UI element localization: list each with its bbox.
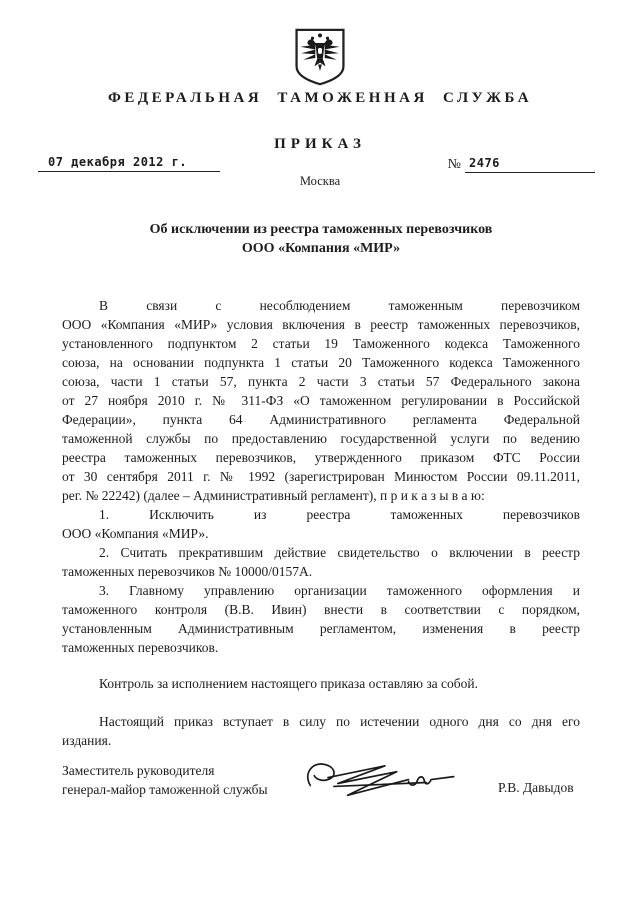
order-item-2 <box>62 543 580 581</box>
order-title <box>62 220 580 258</box>
order-item-3 <box>62 581 580 657</box>
body-line: реестра таможенных перевозчиков, утвержденного приказом ФТС России <box>62 450 580 465</box>
preamble-paragraph <box>62 296 580 505</box>
signer-position <box>62 761 268 799</box>
body-line: Федерации», пункта 64 Административного регламента Федеральной <box>62 412 580 427</box>
body-line: Контроль за исполнением настоящего приказа оставляю за собой. <box>99 676 478 691</box>
body-line: таможенных перевозчиков. <box>62 640 219 655</box>
signer-position-line1: Заместитель руководителя <box>62 763 215 778</box>
order-item-1 <box>62 505 580 543</box>
body-line: союза, части 1 статьи 57, пункта 2 части 3 статьи 57 Федерального закона <box>62 374 580 389</box>
body-line: В связи с несоблюдением таможенным перевозчиком <box>99 298 580 313</box>
body-line: установленного подпунктом 2 статьи 19 Таможенного кодекса Таможенного <box>62 336 580 351</box>
doc-type-title: ПРИКАЗ <box>274 136 366 152</box>
body-line: таможенных перевозчиков № 10000/0157А. <box>62 564 313 579</box>
order-date: 07 декабря 2012 г. <box>38 155 220 172</box>
order-body <box>62 296 580 750</box>
body-line: таможенного контроля (В.В. Ивин) внести в соответствии с порядком, <box>62 602 580 617</box>
body-line: от 30 сентября 2011 г. № 1992 (зарегистрирован Минюстом России 09.11.2011, <box>62 469 580 484</box>
city-label: Москва <box>299 174 341 188</box>
body-line: ООО «Компания «МИР» условия включения в реестр таможенных перевозчиков, <box>62 317 580 332</box>
body-line: 1. Исключить из реестра таможенных перевозчиков <box>99 507 580 522</box>
body-line: установленным Административным регламентом, изменения в реестр <box>62 621 580 636</box>
entry-into-force-paragraph <box>62 712 580 750</box>
body-line: 2. Считать прекратившим действие свидетельство о включении в реестр <box>99 545 580 560</box>
body-line: 3. Главному управлению организации таможенного оформления и <box>99 583 580 598</box>
number-sign: № <box>447 157 461 172</box>
order-number: 2476 <box>465 156 595 173</box>
body-line: Настоящий приказ вступает в силу по истечении одного дня со дня его <box>99 714 580 729</box>
order-title-line1: Об исключении из реестра таможенных перевозчиков <box>149 222 493 237</box>
signer-name: Р.В. Давыдов <box>498 780 574 795</box>
russia-coat-of-arms-icon <box>292 27 349 87</box>
order-number-field <box>448 155 595 173</box>
signer-position-line2: генерал-майор таможенной службы <box>62 782 268 797</box>
order-title-line2: ООО «Компания «МИР» <box>241 241 401 256</box>
body-line: союза, на основании подпункта 1 статьи 20 Таможенного кодекса Таможенного <box>62 355 580 370</box>
agency-name: ФЕДЕРАЛЬНАЯ ТАМОЖЕННАЯ СЛУЖБА <box>107 90 533 106</box>
body-line: ООО «Компания «МИР». <box>62 526 209 541</box>
body-line: от 27 ноября 2010 г. № 311-ФЗ «О таможенном регулировании в Российской <box>62 393 580 408</box>
body-line: издания. <box>62 733 112 748</box>
body-line: рег. № 22242) (далее – Административный регламент), п р и к а з ы в а ю: <box>62 488 485 503</box>
body-line: таможенной службы по предоставлению государственной услуги по ведению <box>62 431 580 446</box>
control-paragraph <box>62 674 580 693</box>
handwritten-signature-icon <box>298 756 466 816</box>
